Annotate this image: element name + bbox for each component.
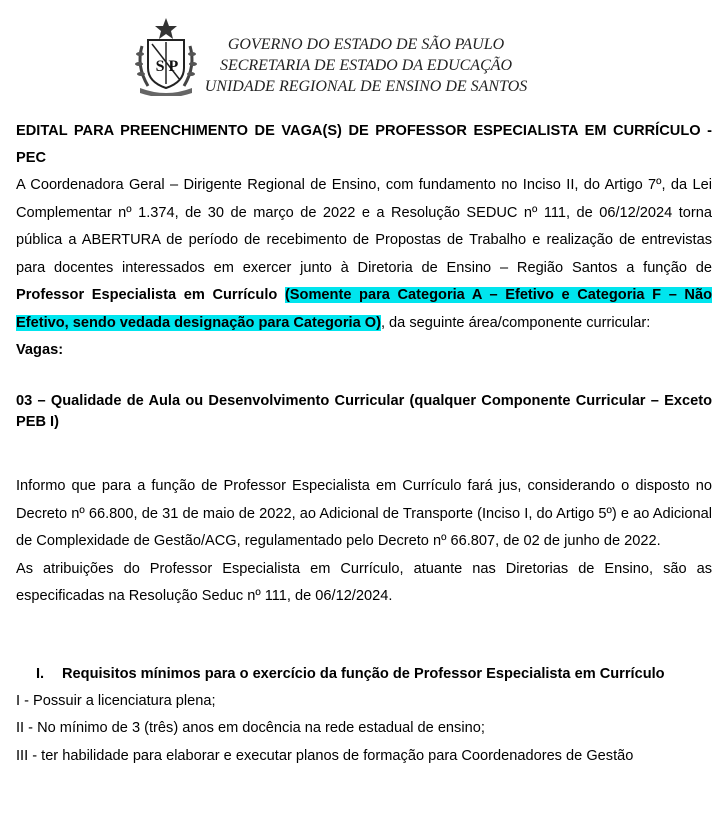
highlighted-category-note: (Somente para Categoria A – Efetivo e Categoria F – Não Efetivo, sendo vedada designação para Categoria O) <box>16 287 712 331</box>
header-line-secretariat: SECRETARIA DE ESTADO DA EDUCAÇÃO <box>219 57 513 74</box>
emblem-letters <box>150 54 184 76</box>
area-component: 03 – Qualidade de Aula ou Desenvolvimento Curricular (qualquer Componente Curricular – Exceto PEB I) <box>16 393 712 430</box>
svg-text:S P: S P <box>155 58 179 75</box>
intro-paragraph <box>16 172 712 337</box>
requirement-item: III - ter habilidade para elaborar e executar planos de formação para Coordenadores de Gestão <box>16 747 634 764</box>
vagas-label: Vagas: <box>16 342 64 358</box>
intro-role-name: Professor Especialista em Currículo <box>16 287 278 303</box>
requirements-number: I. <box>36 665 45 682</box>
requirement-item: II - No mínimo de 3 (três) anos em docência na rede estadual de ensino; <box>16 720 485 736</box>
header-lines <box>196 34 536 97</box>
edital-title: EDITAL PARA PREENCHIMENTO DE VAGA(S) DE PROFESSOR ESPECIALISTA EM CURRÍCULO - PEC <box>16 123 712 166</box>
document-body <box>16 118 712 770</box>
info-paragraph-2: As atribuições do Professor Especialista em Currículo, atuante nas Diretorias de Ensino, são as especificadas na Resolução Seduc nº 111, de 06/12/2024. <box>16 560 712 604</box>
header-line-regional-unit: UNIDADE REGIONAL DE ENSINO DE SANTOS <box>204 78 528 95</box>
info-paragraph-1: Informo que para a função de Professor Especialista em Currículo fará jus, considerando o disposto no Decreto nº 66.800, de 31 de maio de 2022, ao Adicional de Transporte (Inciso I, do Artigo 5º) e ao Adicional de Complexidade de Gestão/ACG, regulamentado pelo Decreto nº 66.807, de 02 de junho de 2022. <box>16 478 712 549</box>
requirements-title: Requisitos mínimos para o exercício da função de Professor Especialista em Currículo <box>62 665 665 682</box>
intro-ending: , da seguinte área/componente curricular: <box>380 314 651 331</box>
header-line-government: GOVERNO DO ESTADO DE SÃO PAULO <box>227 36 505 53</box>
requirements-heading <box>16 661 712 688</box>
intro-text: A Coordenadora Geral – Dirigente Regional de Ensino, com fundamento no Inciso II, do Artigo 7º, da Lei Complementar nº 1.374, de 30 de março de 2022 e a Resolução SEDUC nº 111, de 06/12/2024 torna pública a ABERTURA de período de recebimento de Propostas de Trabalho e realização de entrevistas para docentes interessados em exercer junto à Diretoria de Ensino – Região Santos a função de <box>16 177 712 276</box>
document-header <box>0 12 726 96</box>
requirement-item: I - Possuir a licenciatura plena; <box>16 692 216 709</box>
